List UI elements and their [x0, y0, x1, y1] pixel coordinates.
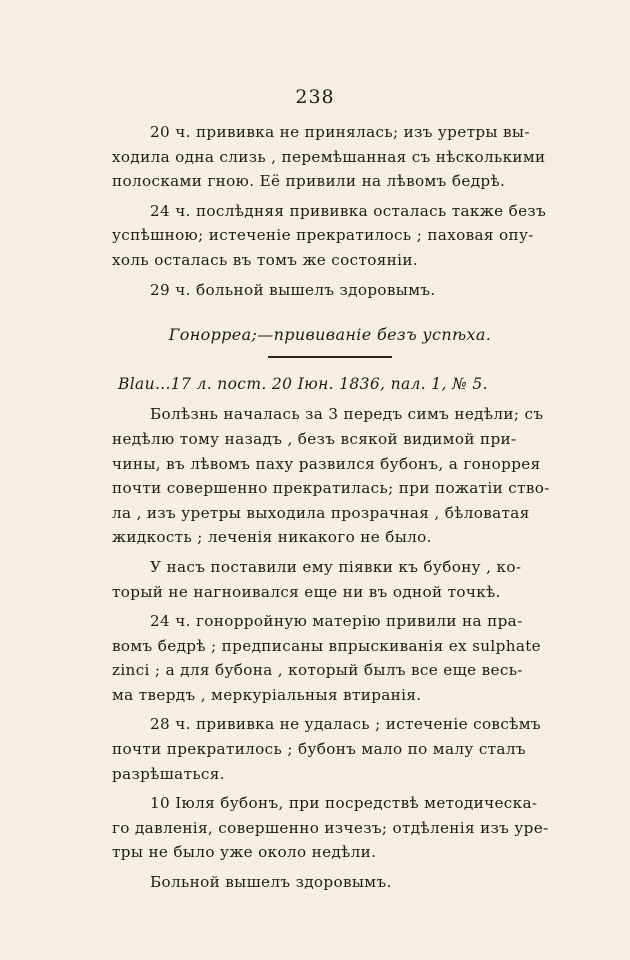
text-line: чины, въ лѣвомъ паху развился бубонъ, а гоноррея	[112, 454, 541, 473]
paragraph	[112, 402, 548, 550]
paragraph	[112, 555, 548, 604]
paragraph	[112, 870, 548, 895]
text-line: холь осталась въ томъ же состояніи.	[112, 250, 419, 269]
text-line: вомъ бедрѣ ; предписаны впрыскиванія ex sulphate	[112, 636, 542, 655]
case-header: Blau...17 л. пост. 20 Іюн. 1836, пал. 1, № 5.	[118, 374, 488, 393]
text-line: 29 ч. больной вышелъ здоровымъ.	[150, 280, 436, 299]
text-line: тры не было уже около недѣли.	[112, 843, 377, 862]
text-line: полосками гною. Её привили на лѣвомъ бедрѣ.	[112, 172, 506, 191]
section-heading: Гонорреа;—прививаніе безъ успѣха.	[168, 325, 492, 345]
paragraph	[112, 199, 548, 273]
text-line: недѣлю тому назадъ , безъ всякой видимой при-	[112, 429, 517, 448]
section-rule	[268, 356, 392, 358]
text-line: zinci ; а для бубона , который былъ все еще весь-	[112, 661, 523, 680]
paragraph	[112, 609, 548, 707]
text-line: почти совершенно прекратилась; при пожатіи ство-	[112, 479, 550, 498]
text-line: У насъ поставили ему піявки къ бубону , ко-	[150, 557, 522, 576]
text-line: 20 ч. прививка не принялась; изъ уретры вы-	[150, 123, 530, 141]
text-line: Болѣзнь началась за 3 передъ симъ недѣли; съ	[150, 405, 544, 424]
paragraphs-top	[112, 120, 548, 302]
text-line: ла , изъ уретры выходила прозрачная , бѣловатая	[112, 503, 530, 522]
text-line: успѣшною; истеченіе прекратилось ; паховая опу-	[112, 226, 534, 245]
text-line: Больной вышелъ здоровымъ.	[150, 873, 392, 892]
text-line: 24 ч. гонорройную матерію привили на пра-	[150, 612, 523, 631]
text-line: жидкость ; леченія никакого не было.	[112, 528, 432, 547]
text-line: торый не нагноивался еще ни въ одной точкѣ.	[112, 582, 501, 601]
text-line: почти прекратилось ; бубонъ мало по малу сталъ	[112, 740, 526, 759]
text-line: 10 Іюля бубонъ, при посредствѣ методическа-	[150, 794, 538, 813]
page-number: 238	[295, 86, 335, 108]
text-line: ходила одна слизь , перемѣшанная съ нѣсколькими	[112, 147, 546, 166]
paragraph	[112, 791, 548, 865]
text-line: ма твердъ , меркуріальныя втиранія.	[112, 685, 422, 704]
paragraph	[112, 712, 548, 786]
paragraphs-bottom	[112, 402, 548, 894]
paragraph	[112, 278, 548, 303]
paragraph	[112, 120, 548, 194]
text-line: 24 ч. послѣдняя прививка осталась также безъ	[150, 201, 547, 220]
text-line: 28 ч. прививка не удалась ; истеченіе совсѣмъ	[150, 715, 541, 734]
text-line: го давленія, совершенно изчезъ; отдѣленія изъ уре-	[112, 818, 549, 837]
page-body	[112, 120, 548, 895]
text-line: разрѣшаться.	[112, 764, 225, 783]
